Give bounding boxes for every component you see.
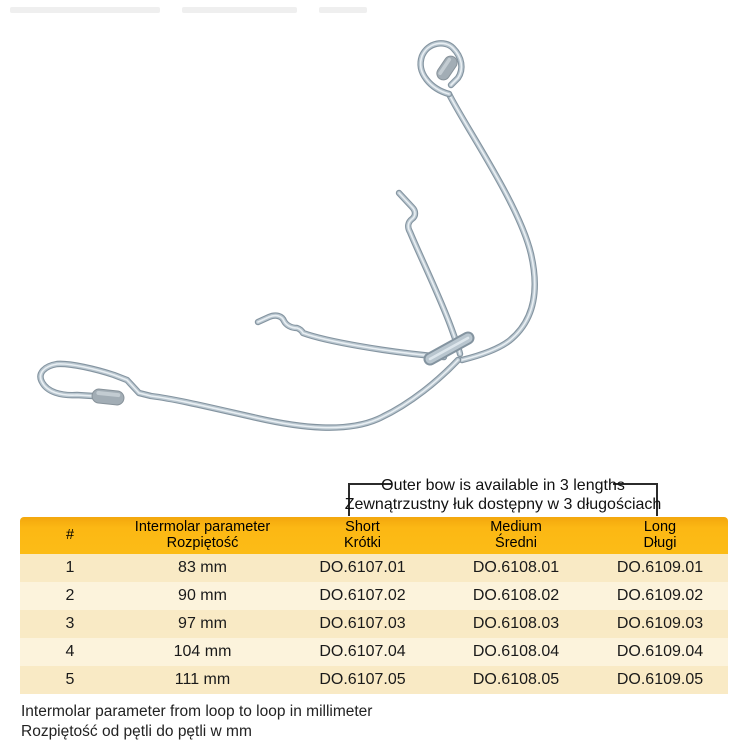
length-note-en: Outer bow is available in 3 lengths (381, 477, 625, 494)
row-code-long: DO.6109.05 (616, 671, 704, 688)
row-code-medium: DO.6108.05 (472, 671, 560, 688)
table-row (20, 666, 728, 694)
row-code-medium: DO.6108.04 (472, 643, 560, 660)
safety-cap-left (91, 388, 124, 405)
footnote-en: Intermolar parameter from loop to loop in millimeter (21, 703, 373, 720)
col-header-number-label: # (65, 526, 75, 543)
col-header-number (20, 528, 120, 544)
row-code-medium: DO.6108.02 (472, 587, 560, 604)
row-code-short: DO.6107.01 (319, 559, 406, 576)
col-header-medium-en: Medium (490, 519, 542, 535)
col-header-long (592, 520, 728, 551)
row-code-long: DO.6109.04 (616, 643, 704, 660)
row-number: 1 (65, 559, 75, 576)
table-row (20, 554, 728, 582)
facebow-outer-bow (40, 43, 534, 427)
row-parameter: 83 mm (178, 559, 227, 576)
table-row (20, 610, 728, 638)
row-parameter: 111 mm (174, 671, 231, 688)
col-header-parameter-pl: Rozpiętość (166, 534, 239, 551)
row-code-short: DO.6107.02 (319, 587, 406, 604)
col-header-long-en: Long (643, 519, 677, 535)
col-header-short-en: Short (345, 519, 380, 535)
row-parameter: 97 mm (178, 615, 227, 632)
col-header-parameter-en: Intermolar parameter (134, 519, 271, 535)
row-code-medium: DO.6108.03 (472, 615, 560, 632)
row-code-short: DO.6107.05 (319, 671, 406, 688)
col-header-medium-pl: Średni (495, 534, 537, 551)
row-number: 5 (65, 671, 75, 688)
table-header-row (20, 517, 728, 554)
col-header-long-pl: Długi (643, 534, 677, 551)
table-row (20, 638, 728, 666)
row-code-long: DO.6109.03 (616, 615, 704, 632)
row-parameter: 104 mm (173, 643, 232, 660)
parts-table (20, 517, 728, 694)
row-parameter: 90 mm (178, 587, 227, 604)
footnote-pl: Rozpiętość od pętli do pętli w mm (21, 723, 252, 740)
facebow-inner-bow (258, 193, 460, 357)
col-header-short-pl: Krótki (343, 534, 382, 551)
col-header-short (285, 520, 440, 551)
row-code-short: DO.6107.04 (319, 643, 406, 660)
table-footnotes (21, 702, 372, 742)
table-row (20, 582, 728, 610)
row-number: 2 (65, 587, 75, 604)
row-number: 3 (65, 615, 75, 632)
row-number: 4 (65, 643, 75, 660)
col-header-medium (440, 520, 592, 551)
row-code-medium: DO.6108.01 (472, 559, 560, 576)
row-code-long: DO.6109.02 (616, 587, 704, 604)
col-header-parameter (120, 520, 285, 551)
row-code-long: DO.6109.01 (616, 559, 704, 576)
length-note-pl: Zewnątrzustny łuk dostępny w 3 długościach (344, 496, 662, 513)
row-code-short: DO.6107.03 (319, 615, 406, 632)
